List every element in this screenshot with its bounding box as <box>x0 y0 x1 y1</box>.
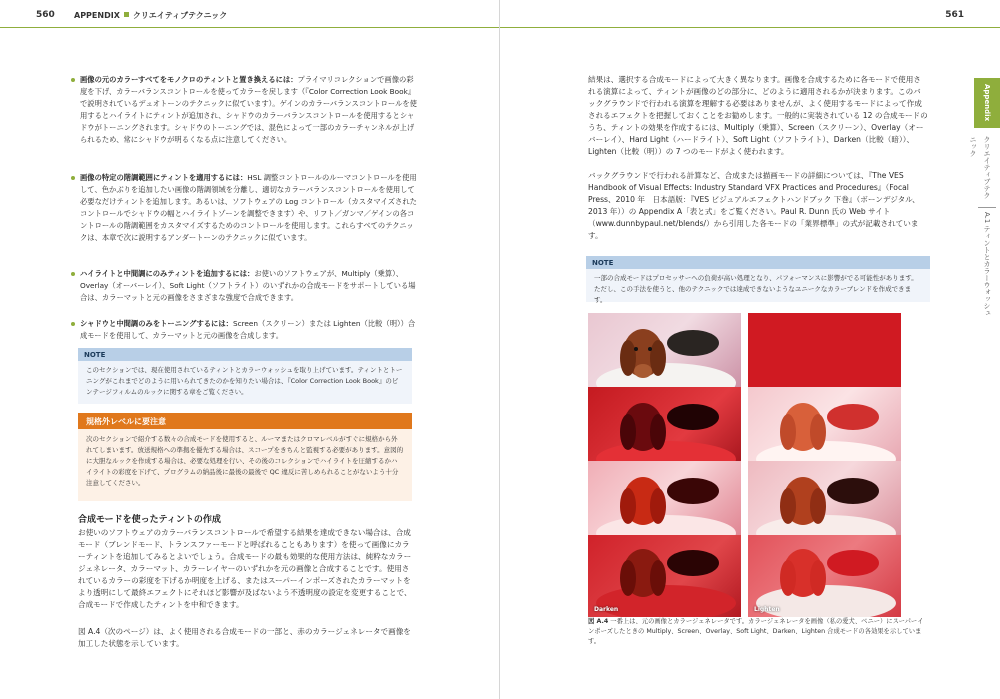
note-label: NOTE <box>78 348 412 361</box>
figure-label: Lighten <box>754 606 780 613</box>
bullet-item-1 <box>80 74 420 146</box>
right-page-number: 561 <box>945 10 964 20</box>
bullet-item-3 <box>80 268 420 304</box>
warning-text: 次のセクションで紹介する数々の合成モードを使用すると、ルーマまたはクロマレベルがすぐに規格から外れてしまいます。放送規格への準拠を優先する場合は、スコープをきちんと監視する必要があります。意図的に大胆なルックを作成する場合は、必要な処理を行い、その後のコレクションでハイライトを圧縮するかハイライトの彩度を下げて、プログラムの納品後に最後の最後で QC 違反に苦しめられることがないよう十分注意してください。 <box>86 435 404 487</box>
note-text: 一部の合成モードはプロセッサーへの負荷が高い処理となり、パフォーマンスに影響がでる可能性があります。ただし、この手法を使うと、他のテクニックでは達成できないようなユニークなカラーブレンドを作成できます。 <box>594 274 918 304</box>
body-paragraph-1: お使いのソフトウェアのカラーバランスコントロールで希望する結果を達成できない場合は、合成モード（ブレンドモード、トランスファーモードと呼ばれることもあります）を使って画像にカラーティントを追加してみるとよいでしょう。合成モードの最も効果的な使用方法は、純粋なカラージェネレータ、カラーマット、カラーレイヤーのいずれかを元の画像と合成することです。使用されているカラーの彩度を下げるか明度を上げる、またはスーパーインポーズされたカラーマットをより透明にして最終エフェクトにそれほど影響が及ばないよう不透明度の設定を変更することで、合成モードで作成したティントを中和できます。 <box>78 528 412 609</box>
side-label-chapter: クリエイティブテクニック <box>969 136 991 199</box>
bullet-text: お使いのソフトウェアが、Multiply（乗算）、Overlay（オーバーレイ）、Soft Light（ソフトライト）のいずれかの合成モードをサポートしている場合は、カラーマットと元の画像をさまざまな強度で合成できます。 <box>80 269 416 302</box>
bullet-title: ハイライトと中間調にのみティントを追加するには： <box>80 269 255 278</box>
header-subtitle: クリエイティブテクニック <box>132 11 228 20</box>
header-appendix: APPENDIX <box>74 11 120 20</box>
note-label: NOTE <box>586 256 930 269</box>
figure-caption <box>588 617 928 647</box>
warning-title: 規格外レベルに要注意 <box>78 413 412 429</box>
header-dot-icon <box>124 12 129 17</box>
left-note-box <box>78 348 412 404</box>
bullet-title: 画像の元のカラーすべてをモノクロのティントと置き換えるには： <box>80 75 298 84</box>
dog-photo <box>748 535 901 617</box>
figure-image-darken <box>588 535 741 617</box>
figure-label: Darken <box>594 606 619 613</box>
bullet-text: HSL 調整コントロールのルーマコントロールを使用して、色かぶりを追加したい画像の階調領域を分離し、適切なカラーバランスコントロールを使用して必要なだけティントを追加します。あるいは、ソフトウェアの Log コントロール（カスタマイズされたコントロールでシャドウの幅とハイライトゾーンを調整できます）や、リフト／ガンマ／ゲインの各コントロールの階調範囲をカスタマイズするためのコントロールを使用します。これらすべてのテクニックは、本章で次に説明するアンダートーンのテクニックに似ています。 <box>80 173 417 242</box>
body-paragraph-2: 図 A.4（次のページ）は、よく使用される合成モードの一部と、赤のカラージェネレータで画像を加工した状態を示しています。 <box>78 627 411 648</box>
figure-image-lighten <box>748 535 901 617</box>
caption-figure-number: 図 A.4 <box>588 618 609 625</box>
note-text: このセクションでは、現在使用されているティントとカラーウォッシュを取り上げています。ティントとトーニングがこれまでどのように用いられてきたのかを知りたい場合は、『Color Correction Look Book』のビンテージフィルムのルックに関する章をご覧ください。 <box>86 366 403 396</box>
right-header <box>500 0 1000 28</box>
bullet-item-4 <box>80 318 420 342</box>
section-title: 合成モードを使ったティントの作成 <box>78 515 221 525</box>
bullet-title: シャドウと中間調のみをトーニングするには： <box>80 319 233 328</box>
side-divider <box>978 207 996 208</box>
dog-photo <box>588 535 741 617</box>
bullet-text: Screen（スクリーン）または Lighten（比較（明））合成モードを使用して、カラーマットと元の画像を合成します。 <box>80 319 416 340</box>
right-paragraph-1: 結果は、選択する合成モードによって大きく異なります。画像を合成するために各モードで使用される演算によって、ティントが画像のどの部分に、どのように適用されるかが決まります。このバックグラウンドで行われる演算を理解する必要はありませんが、よく使用するモードによって作成されるエフェクトを把握しておくことをお勧めします。一般的に実装されている 12 の合成モードのうち、ティントの効果を作成するには、Multiply（乗算）、Screen（スクリーン）、Overlay（オーバーレイ）、Hard Light（ハードライト）、Soft Light（ソフトライト）、Darken（比較（暗））、Lighten（比較（明））の 7 つのモードがよく使われます。 <box>588 75 928 156</box>
bullet-title: 画像の特定の階調範囲にティントを適用するには： <box>80 173 248 182</box>
caption-text: 一番上は、元の画像とカラージェネレータです。カラージェネレータを画像（私の愛犬、ベニー）にスーパーインポーズしたときの Multiply、Screen、Overlay、Soft Light、Darken、Lighten 合成モードの各効果を示しています。 <box>588 618 924 645</box>
left-page-number: 560 <box>36 10 55 20</box>
warning-box <box>78 413 412 501</box>
appendix-tab: Appendix <box>974 78 1000 128</box>
right-paragraph-2: バックグラウンドで行われる計算など、合成または描画モードの詳細については、『The VES Handbook of Visual Effects: Industry Standard VFX Practices and Procedures』（Focal Press、2010 年 日本語版：『VES ビジュアルエフェクトハンドブック 下巻』（ボーンデジタル、2013 年））の Appendix A「表と式」をご覧ください。Paul R. Dunn 氏の Web サイト（www.dunnbypaul.net/blends/）から引用した各モードの「業界標準」の式が記載されています。 <box>588 171 920 240</box>
side-label-section: A.1 ティントとカラーウォッシュ <box>983 212 991 317</box>
right-note-box <box>586 256 930 302</box>
left-header-title <box>74 10 227 21</box>
bullet-item-2 <box>80 172 420 244</box>
bullet-text: プライマリコレクションで画像の彩度を下げ、カラーバランスコントロールを使ってカラーを戻します（『Color Correction Look Book』で説明されているデュオトーンのテクニックに似ています）。ゲインのカラーバランスコントロールを使用するとハイライトにティントが追加され、シャドウのカラーバランスコントロールを使用するとシャドウがトーニングされます。シャドウのトーニングでは、混色によって一部のカラーチャンネルが上げられるため、常にシャドウが明るくなる点に注意してください。 <box>80 75 417 144</box>
left-header <box>0 0 499 28</box>
